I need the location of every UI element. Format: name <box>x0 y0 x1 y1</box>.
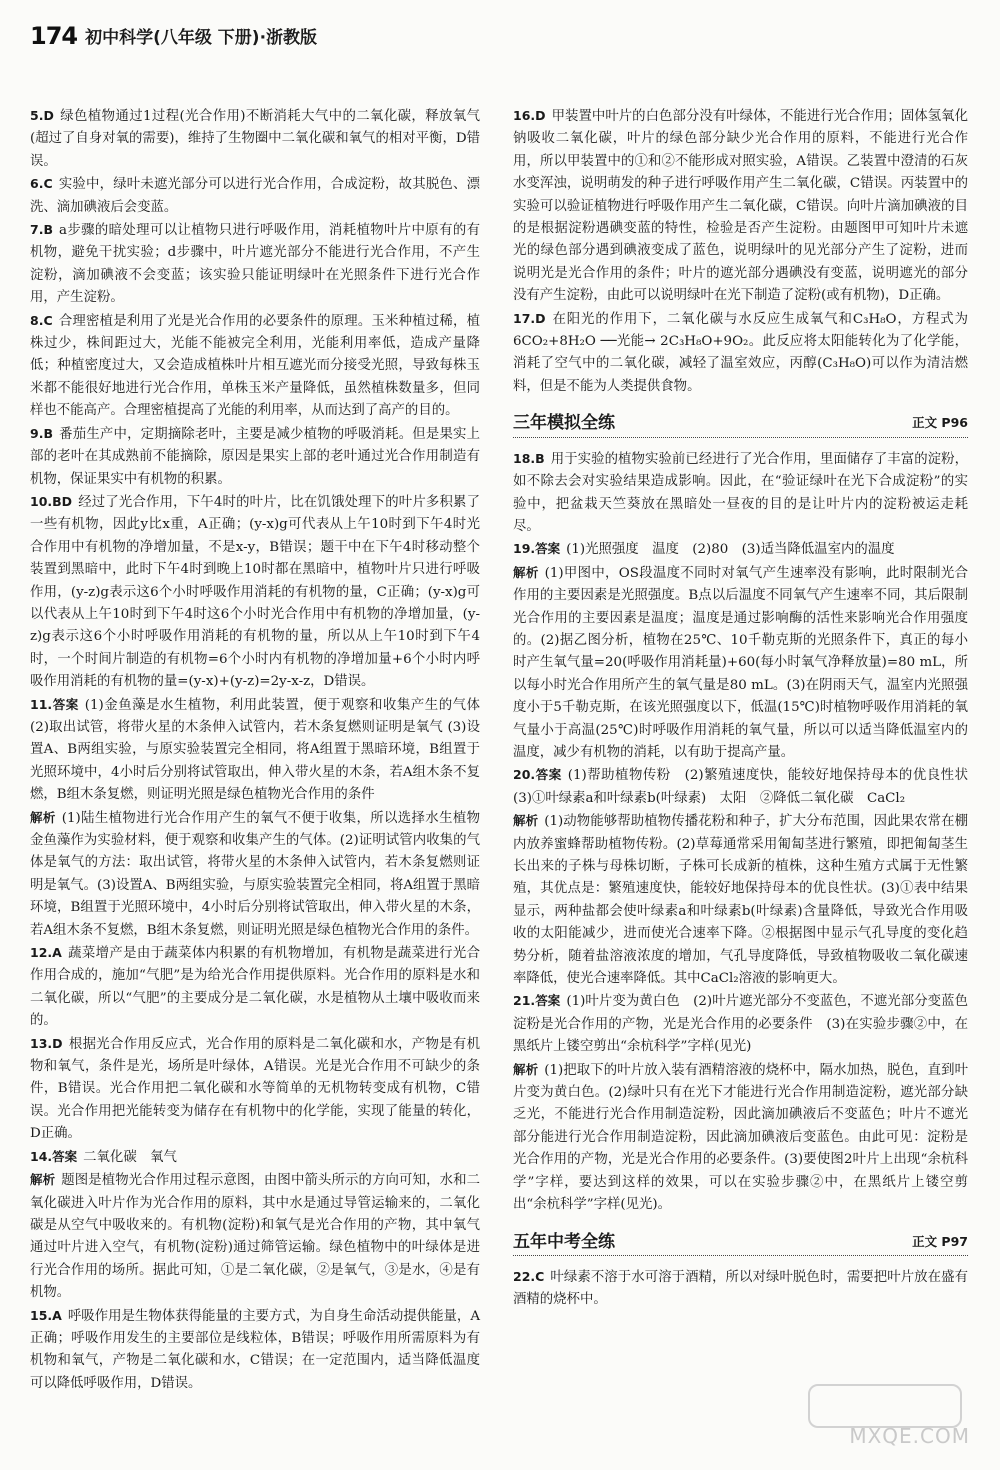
page-number: 174 <box>30 22 78 50</box>
answer-text: 用于实验的植物实验前已经进行了光合作用，里面储存了丰富的淀粉，如不除去会对实验结果造成影响。因此，在“验证绿叶在光下合成淀粉”的实验中，把盆栽天竺葵放在黑暗处一昼夜的目的是让叶片内的淀粉被运走耗尽。 <box>513 451 968 534</box>
answer-item <box>513 990 982 1058</box>
question-number: 14.答案 <box>30 1148 78 1164</box>
answer-item <box>513 1266 968 1312</box>
question-number: 9.B <box>30 425 53 441</box>
answer-text: (1)金鱼藻是水生植物，利用此装置，便于观察和收集产生的气体 (2)取出试管，将带火星的木条伸入试管内，若木条复燃则证明是氧气 (3)设置A、B两组实验，与原实验装置完全相同，将A组置于黑暗环境，B组置于光照环境中，4小时后分别将试管取出，伸入带火星的木条，若A组木条不复燃，B组木条复燃，则证明光照是绿色植物光合作用的条件 <box>30 697 480 803</box>
answer-item <box>30 491 480 694</box>
answer-text: (1)动物能够帮助植物传播花粉和种子，扩大分布范围，因此果农常在棚内放养蜜蜂帮助植物传粉。(2)草莓通常采用匍匐茎进行繁殖，即把匍匐茎生长出来的子株与母株切断，子株可长成新的植株，这种生殖方式属于无性繁殖，其优点是：繁殖速度快，能较好地保持母本的优良性状。(3)①表中结果显示，两种盐都会使叶绿素a和叶绿素b(叶绿素)含量降低，导致光合作用吸收的太阳能减少，进而使光合速率下降。②根据图中显示气孔导度的变化趋势分析，随着盐溶液浓度的增加，气孔导度降低，导致植物吸收二氧化碳速率降低，使光合速率降低。其中CaCl₂溶液的影响更大。 <box>513 814 968 987</box>
question-number: 解析 <box>30 809 56 825</box>
answer-text: 实验中，绿叶未遮光部分可以进行光合作用，合成淀粉，故其脱色、漂洗、滴加碘液后会变蓝。 <box>30 177 480 215</box>
answer-text: 根据光合作用反应式，光合作用的原料是二氧化碳和水，产物是有机物和氧气，条件是光，场所是叶绿体，A错误。光是光合作用不可缺少的条件，B错误。光合作用把二氧化碳和水等简单的无机物转变成有机物，C错误。光合作用把光能转变为储存在有机物中的化学能，实现了能量的转化，D正确。 <box>30 1036 480 1142</box>
answer-item <box>30 1169 480 1304</box>
answer-text: 二氧化碳 氧气 <box>83 1149 177 1165</box>
answer-item <box>513 1059 968 1217</box>
answer-text: 题图是植物光合作用过程示意图，由图中箭头所示的方向可知，水和二氧化碳进入叶片作为光合作用的原料，其中水是通过导管运输来的，二氧化碳是从空气中吸收来的。有机物(淀粉)和氧气是光合作用的产物，其中氧气通过叶片进入空气，有机物(淀粉)通过筛管运输。绿色植物中的叶绿体是进行光合作用的场所。据此可知，①是二氧化碳，②是氧气，③是水，④是有机物。 <box>30 1173 480 1301</box>
answer-text: 经过了光合作用，下午4时的叶片，比在饥饿处理下的叶片多积累了一些有机物，因此y比x重，A正确；(y-x)g可代表从上午10时到下午4时光合作用中有机物的净增加量，不是x-y，B错误；题干中在下午4时移动整个装置到黑暗中，此时下午4时到晚上10时都在黑暗中，植物叶片只进行呼吸作用，(y-z)g表示这6个小时呼吸作用消耗的有机物的量，C正确；(y-x)g可以代表从上午10时到下午4时这6个小时光合作用中有机物的净增加量，(y-z)g表示这6个小时呼吸作用消耗的有机物的量，所以从上午10时到下午4时，一个时间片制造的有机物=6个小时内有机物的净增加量+6个小时内呼吸作用消耗的有机物的量=(y-x)+(y-z)=2y-x-z，D错误。 <box>30 494 480 690</box>
question-number: 13.D <box>30 1035 63 1051</box>
right-column-bottom <box>513 1266 968 1312</box>
answer-item <box>30 1146 480 1169</box>
answer-text: 番茄生产中，定期摘除老叶，主要是减少植物的呼吸消耗。但是果实上部的老叶在其成熟前不能摘除，原因是果实上部的老叶通过光合作用制造有机物，保证果实中有机物的积累。 <box>30 426 480 487</box>
watermark-text: MXQE.COM <box>849 1424 970 1448</box>
answer-item <box>30 807 480 942</box>
answer-item <box>513 308 968 399</box>
question-number: 解析 <box>513 1061 539 1077</box>
question-number: 15.A <box>30 1307 62 1323</box>
answer-item <box>30 423 480 491</box>
question-number: 12.A <box>30 945 62 961</box>
answer-item <box>30 942 480 1033</box>
question-number: 7.B <box>30 222 53 238</box>
answer-text: (1)光照强度 温度 (2)80 (3)适当降低温室内的温度 <box>566 542 895 558</box>
answer-text: 蔬菜增产是由于蔬菜体内积累的有机物增加，有机物是蔬菜进行光合作用合成的，施加“气肥”是为给光合作用提供原料。光合作用的原料是水和二氧化碳，所以“气肥”的主要成分是二氧化碳，水是植物从土壤中吸收而来的。 <box>30 946 480 1029</box>
question-number: 6.C <box>30 176 53 192</box>
watermark <box>800 1388 970 1448</box>
page-header <box>30 18 317 50</box>
question-number: 21.答案 <box>513 993 561 1009</box>
section-header-wunian <box>513 1231 968 1256</box>
answer-item <box>30 694 480 807</box>
answer-item <box>30 105 480 173</box>
question-number: 19.答案 <box>513 541 561 557</box>
answer-text: a步骤的暗处理可以让植物只进行呼吸作用，消耗植物叶片中原有的有机物，避免干扰实验；d步骤中，叶片遮光部分不能进行光合作用，不产生淀粉，滴加碘液不会变蓝；该实验只能证明绿叶在光照条件下进行光合作用，产生淀粉。 <box>30 223 480 306</box>
section-page-ref: 正文 P96 <box>912 415 968 431</box>
answer-item <box>513 810 968 990</box>
section-title: 三年模拟全练 <box>513 413 615 434</box>
answer-text: (1)叶片变为黄白色 (2)叶片遮光部分不变蓝色，不遮光部分变蓝色 淀粉是光合作用的产物，光是光合作用的必要条件 (3)在实验步骤②中，在黑纸片上镂空剪出“余杭科学”字样(见光) <box>513 994 982 1055</box>
answer-item <box>30 173 480 219</box>
section-header-sannian <box>513 412 968 437</box>
left-column <box>30 105 480 1395</box>
answer-text: (1)帮助植物传粉 (2)繁殖速度快，能较好地保持母本的优良性状 (3)①叶绿素a和叶绿素b(叶绿素) 太阳 ②降低二氧化碳 CaCl₂ <box>513 768 982 806</box>
answer-text: 甲装置中叶片的白色部分没有叶绿体，不能进行光合作用；固体氢氧化钠吸收二氧化碳，叶片的绿色部分缺少光合作用的原料，不能进行光合作用，所以甲装置中的①和②不能形成对照实验，A错误。乙装置中澄清的石灰水变浑浊，说明萌发的种子进行呼吸作用产生二氧化碳，C错误。丙装置中的实验可以验证植物进行呼吸作用产生二氧化碳，C错误。向叶片滴加碘液的目的是根据淀粉遇碘变蓝的特性，检验是否产生淀粉。由题图甲可知叶片未遮光的绿色部分遇到碘液变成了蓝色，说明绿叶的见光部分产生了淀粉，进而说明光是光合作用的条件；叶片的遮光部分遇碘没有变蓝，说明遮光的部分没有产生淀粉，由此可以说明绿叶在光下制造了淀粉(或有机物)，D正确。 <box>513 109 968 304</box>
answer-item <box>30 1033 480 1146</box>
right-column-top <box>513 105 968 398</box>
question-number: 17.D <box>513 310 546 326</box>
right-column-middle <box>513 448 982 1217</box>
answer-item <box>513 105 968 308</box>
question-number: 解析 <box>513 813 539 829</box>
section-page-ref: 正文 P97 <box>912 1233 968 1249</box>
question-number: 11.答案 <box>30 696 79 712</box>
answer-item <box>30 1305 480 1396</box>
answer-text: 合理密植是利用了光是光合作用的必要条件的原理。玉米种植过稀，植株过少，株间距过大，光能不能被完全利用，光能利用率低，造成产量降低；种植密度过大，又会造成植株叶片相互遮光而分接受光照，导致每株玉米都不能很好地进行光合作用，单株玉米产量降低，虽然植株数量多，但同样也不能高产。合理密植提高了光能的利用率，从而达到了高产的目的。 <box>30 313 480 419</box>
answer-text: (1)陆生植物进行光合作用产生的氧气不便于收集，所以选择水生植物金鱼藻作为实验材料，便于观察和收集产生的气体。(2)证明试管内收集的气体是氧气的方法：取出试管，将带火星的木条伸入试管内，若木条复燃则证明是氧气。(3)设置A、B两组实验，与原实验装置完全相同，将A组置于黑暗环境，B组置于光照环境中，4小时后分别将试管取出，伸入带火星的木条，若A组木条不复燃，B组木条复燃，则证明光照是绿色植物光合作用的条件。 <box>30 810 480 938</box>
question-number: 8.C <box>30 312 53 328</box>
answer-text: 呼吸作用是生物体获得能量的主要方式，为自身生命活动提供能量，A正确；呼吸作用发生的主要部位是线粒体，B错误；呼吸作用所需原料为有机物和氧气，产物是二氧化碳和水，C错误；在一定范围内，适当降低温度可以降低呼吸作用，D错误。 <box>30 1308 480 1391</box>
question-number: 解析 <box>513 564 539 580</box>
answer-item <box>30 219 480 310</box>
section-title: 五年中考全练 <box>513 1231 615 1252</box>
question-number: 18.B <box>513 450 545 466</box>
watermark-logo-icon <box>808 1384 962 1428</box>
question-number: 10.BD <box>30 493 73 509</box>
answer-text: 叶绿素不溶于水可溶于酒精，所以对绿叶脱色时，需要把叶片放在盛有酒精的烧杯中。 <box>513 1269 968 1308</box>
question-number: 22.C <box>513 1268 545 1284</box>
answer-item <box>513 538 968 561</box>
question-number: 20.答案 <box>513 767 562 783</box>
answer-item <box>30 310 480 423</box>
answer-text: 在阳光的作用下，二氧化碳与水反应生成氧气和C₃H₈O，方程式为6CO₂+8H₂O ──光能→ 2C₃H₈O+9O₂。此反应将太阳能转化为了化学能，消耗了空气中的二氧化碳，减轻了温室效应，丙醇(C₃H₈O)可以作为清洁燃料，但是不能为人类提供食物。 <box>513 311 968 394</box>
question-number: 5.D <box>30 108 54 123</box>
question-number: 解析 <box>30 1172 56 1188</box>
answer-text: (1)甲图中，OS段温度不同时对氧气产生速率没有影响，此时限制光合作用的主要因素是光照强度。B点以后温度不同氧气产生速率不同，其后限制光合作用的主要因素是温度；温度是通过影响酶的活性来影响光合作用强度的。(2)据乙图分析，植物在25℃、10千勒克斯的光照条件下，真正的每小时产生氧气量=20(呼吸作用消耗量)+60(每小时氧气净释放量)=80 mL，所以每小时光合作用所产生的氧气量是80 mL。(3)在阴雨天气，温室内光照强度小于5千勒克斯，在该光照强度以下，低温(15℃)时植物呼吸作用消耗的氧气量小于高温(25℃)时呼吸作用消耗的氧气量，所以可以适当降低温室内的温度，减少有机物的消耗，以有助于提高产量。 <box>513 565 968 760</box>
answer-item <box>513 448 968 539</box>
answer-item <box>513 764 982 810</box>
answer-text: 绿色植物通过1过程(光合作用)不断消耗大气中的二氧化碳，释放氧气(超过了自身对氧的需要)，维持了生物圈中二氧化碳和氧气的相对平衡，D错误。 <box>30 109 480 169</box>
answer-text: (1)把取下的叶片放入装有酒精溶液的烧杯中，隔水加热，脱色，直到叶片变为黄白色。(2)绿叶只有在光下才能进行光合作用制造淀粉，遮光部分缺乏光，不能进行光合作用制造淀粉，因此滴加碘液后不变蓝色；叶片不遮光部分能进行光合作用制造淀粉，因此滴加碘液后变蓝色。由此可见：淀粉是光合作用的产物，光是光合作用的必要条件。(3)要使图2叶片上出现“余杭科学”字样，要达到这样的效果，可以在实验步骤②中，在黑纸片上镂空剪出“余杭科学”字样(见光)。 <box>513 1062 968 1213</box>
answer-item <box>513 562 968 765</box>
right-column <box>513 105 982 1312</box>
question-number: 16.D <box>513 108 546 123</box>
book-title: 初中科学(八年级 下册)·浙教版 <box>85 28 318 48</box>
